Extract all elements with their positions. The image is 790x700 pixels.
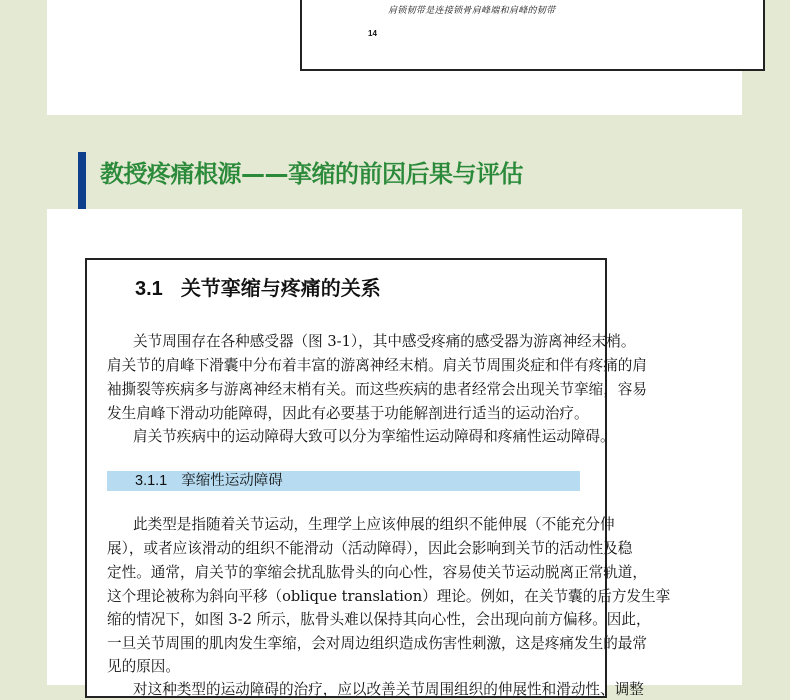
paragraph-line: 肩关节疾病中的运动障碍大致可以分为挛缩性运动障碍和疼痛性运动障碍。: [133, 428, 615, 445]
subsection-title: 挛缩性运动障碍: [181, 473, 283, 489]
page-number: 14: [368, 29, 377, 38]
previous-page-panel: [47, 0, 742, 115]
paragraph-line: 关节周围存在各种感受器（图 3-1），其中感受疼痛的感受器为游离神经末梢。: [133, 333, 636, 350]
paragraph-line: 袖撕裂等疾病多与游离神经末梢有关。而这些疾病的患者经常会出现关节挛缩，容易: [107, 381, 647, 398]
banner-title: 教授疼痛根源——挛缩的前因后果与评估: [100, 160, 523, 188]
paragraph-line: 发生肩峰下滑动功能障碍，因此有必要基于功能解剖进行适当的运动治疗。: [107, 405, 589, 422]
subsection-heading-band: [107, 471, 580, 491]
paragraph-line: 一旦关节周围的肌肉发生挛缩，会对周边组织造成伤害性刺激，这是疼痛发生的最常: [107, 635, 647, 652]
paragraph-line: 展），或者应该滑动的组织不能滑动（活动障碍），因此会影响到关节的活动性及稳: [107, 540, 633, 557]
paragraph-line: 见的原因。: [107, 658, 180, 675]
section-number: 3.1: [135, 278, 163, 300]
previous-page-frame: [300, 0, 765, 71]
paragraph-line: 定性。通常，肩关节的挛缩会扰乱肱骨头的向心性，容易使关节运动脱离正常轨道，: [107, 564, 647, 581]
paragraph-line: 缩的情况下，如图 3-2 所示，肱骨头难以保持其向心性，会出现向前方偏移。因此，: [107, 611, 651, 628]
paragraph-line: 这个理论被称为斜向平移（oblique translation）理论。例如，在关节囊的后方发生挛: [107, 588, 671, 605]
section-heading: [135, 272, 381, 301]
book-page: [85, 258, 671, 698]
paragraph-line: 此类型是指随着关节运动，生理学上应该伸展的组织不能伸展（不能充分伸: [133, 516, 615, 533]
paragraph-line: 肩关节的肩峰下滑囊中分布着丰富的游离神经末梢。肩关节周围炎症和伴有疼痛的肩: [107, 357, 647, 374]
section-title: 关节挛缩与疼痛的关系: [180, 278, 381, 300]
paragraph-line: 对这种类型的运动障碍的治疗，应以改善关节周围组织的伸展性和滑动性、调整: [133, 681, 644, 698]
subsection-heading: [135, 471, 283, 491]
subsection-number: 3.1.1: [135, 473, 168, 489]
figure-caption: 肩锁韧带是连接锁骨肩峰端和肩峰的韧带: [388, 6, 556, 16]
